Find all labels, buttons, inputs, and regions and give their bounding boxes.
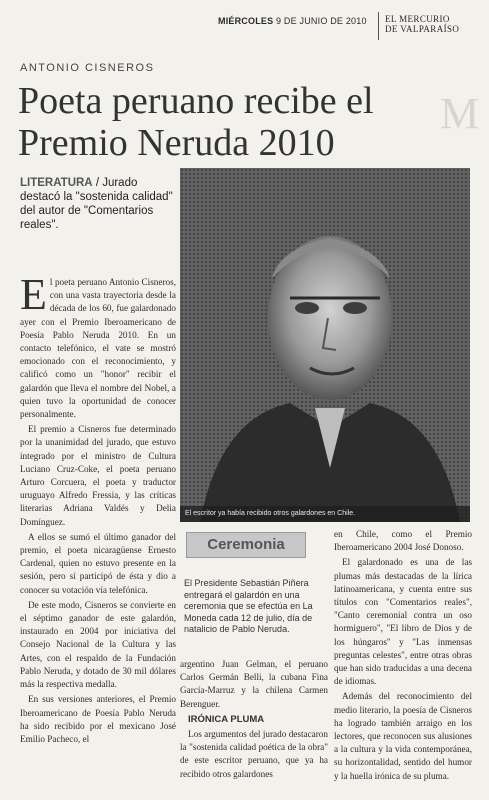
- paragraph: Los argumentos del jurado destacaron la "sostenida calidad poética de la obra" de este escritor peruano, que ya ha recibido otros galardones: [180, 729, 328, 779]
- kicker-text: / Jurado destacó la "sostenida calidad" del autor de "Comentarios reales".: [20, 177, 173, 231]
- paragraph: Además del reconocimiento del medio literario, la poesía de Cisneros ha logrado también arraigo en los lectores, que reconocen sus alusiones a la cultura y la vida contemporánea, su horizontalidad, sentido del humor y la huella irónica de su pluma.: [334, 691, 472, 781]
- drop-cap: E: [20, 270, 47, 319]
- sidebar-box-text: El Presidente Sebastián Piñera entregará el galardón en una ceremonia que se efectúa en La Moneda cada 12 de julio, día de natalicio de Pablo Neruda.: [184, 578, 313, 634]
- paragraph: En sus versiones anteriores, el Premio Iberoamericano de Poesía Pablo Neruda ha sido recibido por el mexicano José Emilio Pacheco, el: [20, 694, 176, 744]
- article-column-2: [180, 658, 328, 783]
- issue-day: MIÉRCOLES: [218, 16, 274, 26]
- publication-name: [385, 14, 459, 34]
- paragraph: argentino Juan Gelman, el peruano Carlos Germán Belli, la cubana Fina García-Marruz y la chilena Carmen Berenguer.: [180, 659, 328, 709]
- paragraph: A ellos se sumó el último ganador del premio, el poeta nicaragüense Ernesto Cardenal, quien no estuvo presente en la sesión, pero sí participó de ésta y dio a conocer su votación vía telefónica.: [20, 531, 176, 595]
- page-header: [218, 12, 470, 42]
- publication-line-1: EL MERCURIO: [385, 14, 450, 24]
- section-subheading: IRÓNICA PLUMA: [188, 713, 265, 725]
- publication-line-2: DE VALPARAÍSO: [385, 24, 460, 34]
- article-author: ANTONIO CISNEROS: [20, 62, 155, 74]
- paragraph-lead-text: l poeta peruano Antonio Cisneros, con una vasta trayectoria desde la década de los 60, fue galardonado ayer con el Premio Iberoamericano de Poesía Pablo Neruda 2010. En un contacto telefónico, el vate se mostró emocionado con el reconocimiento, y calificó como un "honor" recibir el galardón que lleva el nombre del Nobel, a quien tuvo la oportunidad de conocer personalmente.: [20, 277, 176, 420]
- article-headline: Poeta peruano recibe el Premio Neruda 2010: [18, 80, 374, 164]
- kicker-section-tag: LITERATURA: [20, 177, 93, 189]
- paragraph: El galardonado es una de las plumas más destacadas de la lírica latinoamericana, y cuenta entre sus títulos con "Comentarios reales", "Canto ceremonial contra un oso hormiguero", "El libro de Dios y de los húngaros" y "Las inmensas preguntas celestes", entre otras obras que han sido traducidas a una decena de idiomas.: [334, 557, 472, 687]
- article-column-1: [20, 270, 176, 748]
- article-kicker: [20, 176, 175, 232]
- paragraph-lead: [20, 270, 176, 421]
- header-divider: [378, 12, 379, 40]
- sidebar-box-title: Ceremonia: [186, 532, 306, 558]
- issue-date-text: 9 DE JUNIO DE 2010: [276, 16, 367, 26]
- paragraph: De este modo, Cisneros se convierte en el séptimo ganador de este galardón, instaurado en 2004 por iniciativa del Consejo Nacional de la Cultura y las Artes, con el respaldo de la Fundación Pablo Neruda, y dotado de 30 mil dólares más la respectiva medalla.: [20, 599, 176, 690]
- bleed-through-shadow: M: [440, 89, 478, 138]
- article-column-3: [334, 528, 472, 785]
- photo-caption: El escritor ya había recibido otros galardones en Chile.: [180, 506, 470, 522]
- portrait-image: [180, 168, 470, 522]
- sidebar-box: [180, 530, 328, 650]
- paragraph: El premio a Cisneros fue determinado por la unanimidad del jurado, que estuvo integrado por el ministro de Cultura Luciano Cruz-Coke, el poeta peruano Arturo Corcuera, el poeta y traductor uruguayo Alfredo Fressia, y las críticas literarias Adriana Valdés y Delia Domínguez.: [20, 424, 176, 527]
- paragraph: en Chile, como el Premio Iberoamericano 2004 José Donoso.: [334, 529, 472, 553]
- author-photo: [180, 168, 470, 522]
- issue-date: [218, 16, 367, 26]
